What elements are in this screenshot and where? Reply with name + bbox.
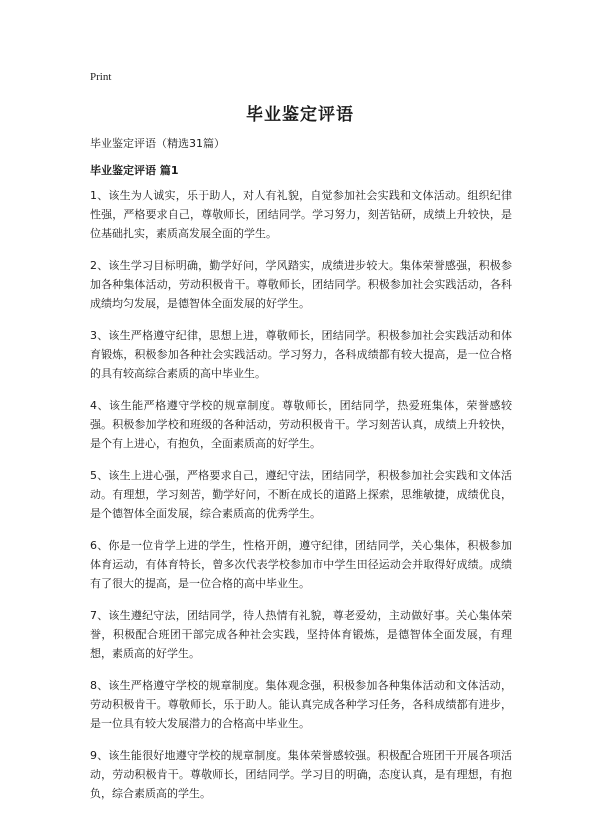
document-body xyxy=(90,186,512,816)
print-link[interactable]: Print xyxy=(90,71,112,83)
paragraph: 5、该生上进心强，严格要求自己，遵纪守法，团结同学，积极参加社会实践和文体活动。有理想，学习刻苦，勤学好问，不断在成长的道路上探索，思维敏捷，成绩优良，是个德智体全面发展，综合素质高的优秀学生。 xyxy=(90,469,512,520)
document-title: 毕业鉴定评语 xyxy=(246,105,354,125)
paragraph: 4、该生能严格遵守学校的规章制度。尊敬师长，团结同学，热爱班集体，荣誉感较强。积极参加学校和班级的各种活动，劳动积极肯干。学习刻苦认真，成绩上升较快，是个有上进心，有抱负，全面素质高的好学生。 xyxy=(90,399,512,450)
paragraph: 7、该生遵纪守法，团结同学，待人热情有礼貌，尊老爱幼，主动做好事。关心集体荣誉，积极配合班团干部完成各种社会实践，坚持体育锻炼，是德智体全面发展，有理想，素质高的好学生。 xyxy=(90,609,512,660)
paragraph: 3、该生严格遵守纪律，思想上进，尊敬师长，团结同学。积极参加社会实践活动和体育锻炼，积极参加各种社会实践活动。学习努力，各科成绩都有较大提高，是一位合格的具有较高综合素质的高中毕业生。 xyxy=(90,329,512,380)
paragraph: 1、该生为人诚实，乐于助人，对人有礼貌，自觉参加社会实践和文体活动。组织纪律性强，严格要求自己，尊敬师长，团结同学。学习努力，刻苦钻研，成绩上升较快，是位基础扎实，素质高发展全面的学生。 xyxy=(90,189,512,240)
paragraph: 8、该生严格遵守学校的规章制度。集体观念强，积极参加各种集体活动和文体活动，劳动积极肯干。尊敬师长，乐于助人。能认真完成各种学习任务，各科成绩都有进步，是一位具有较大发展潜力的合格高中毕业生。 xyxy=(90,679,512,730)
section-heading: 毕业鉴定评语 篇1 xyxy=(90,164,179,177)
paragraph: 9、该生能很好地遵守学校的规章制度。集体荣誉感较强。积极配合班团干开展各项活动，劳动积极肯干。尊敬师长，团结同学。学习目的明确，态度认真，是有理想，有抱负，综合素质高的学生。 xyxy=(90,749,512,800)
document-subtitle: 毕业鉴定评语（精选31篇） xyxy=(90,137,225,150)
paragraph: 2、该生学习目标明确，勤学好问，学风踏实，成绩进步较大。集体荣誉感强，积极参加各种集体活动，劳动积极肯干。尊敬师长，团结同学。积极参加社会实践活动，各科成绩均匀发展，是德智体全面发展的好学生。 xyxy=(90,259,512,310)
paragraph: 6、你是一位肯学上进的学生，性格开朗，遵守纪律，团结同学，关心集体，积极参加体育运动，有体育特长，曾多次代表学校参加市中学生田径运动会并取得好成绩。成绩有了很大的提高，是一位合格的高中毕业生。 xyxy=(90,539,512,590)
